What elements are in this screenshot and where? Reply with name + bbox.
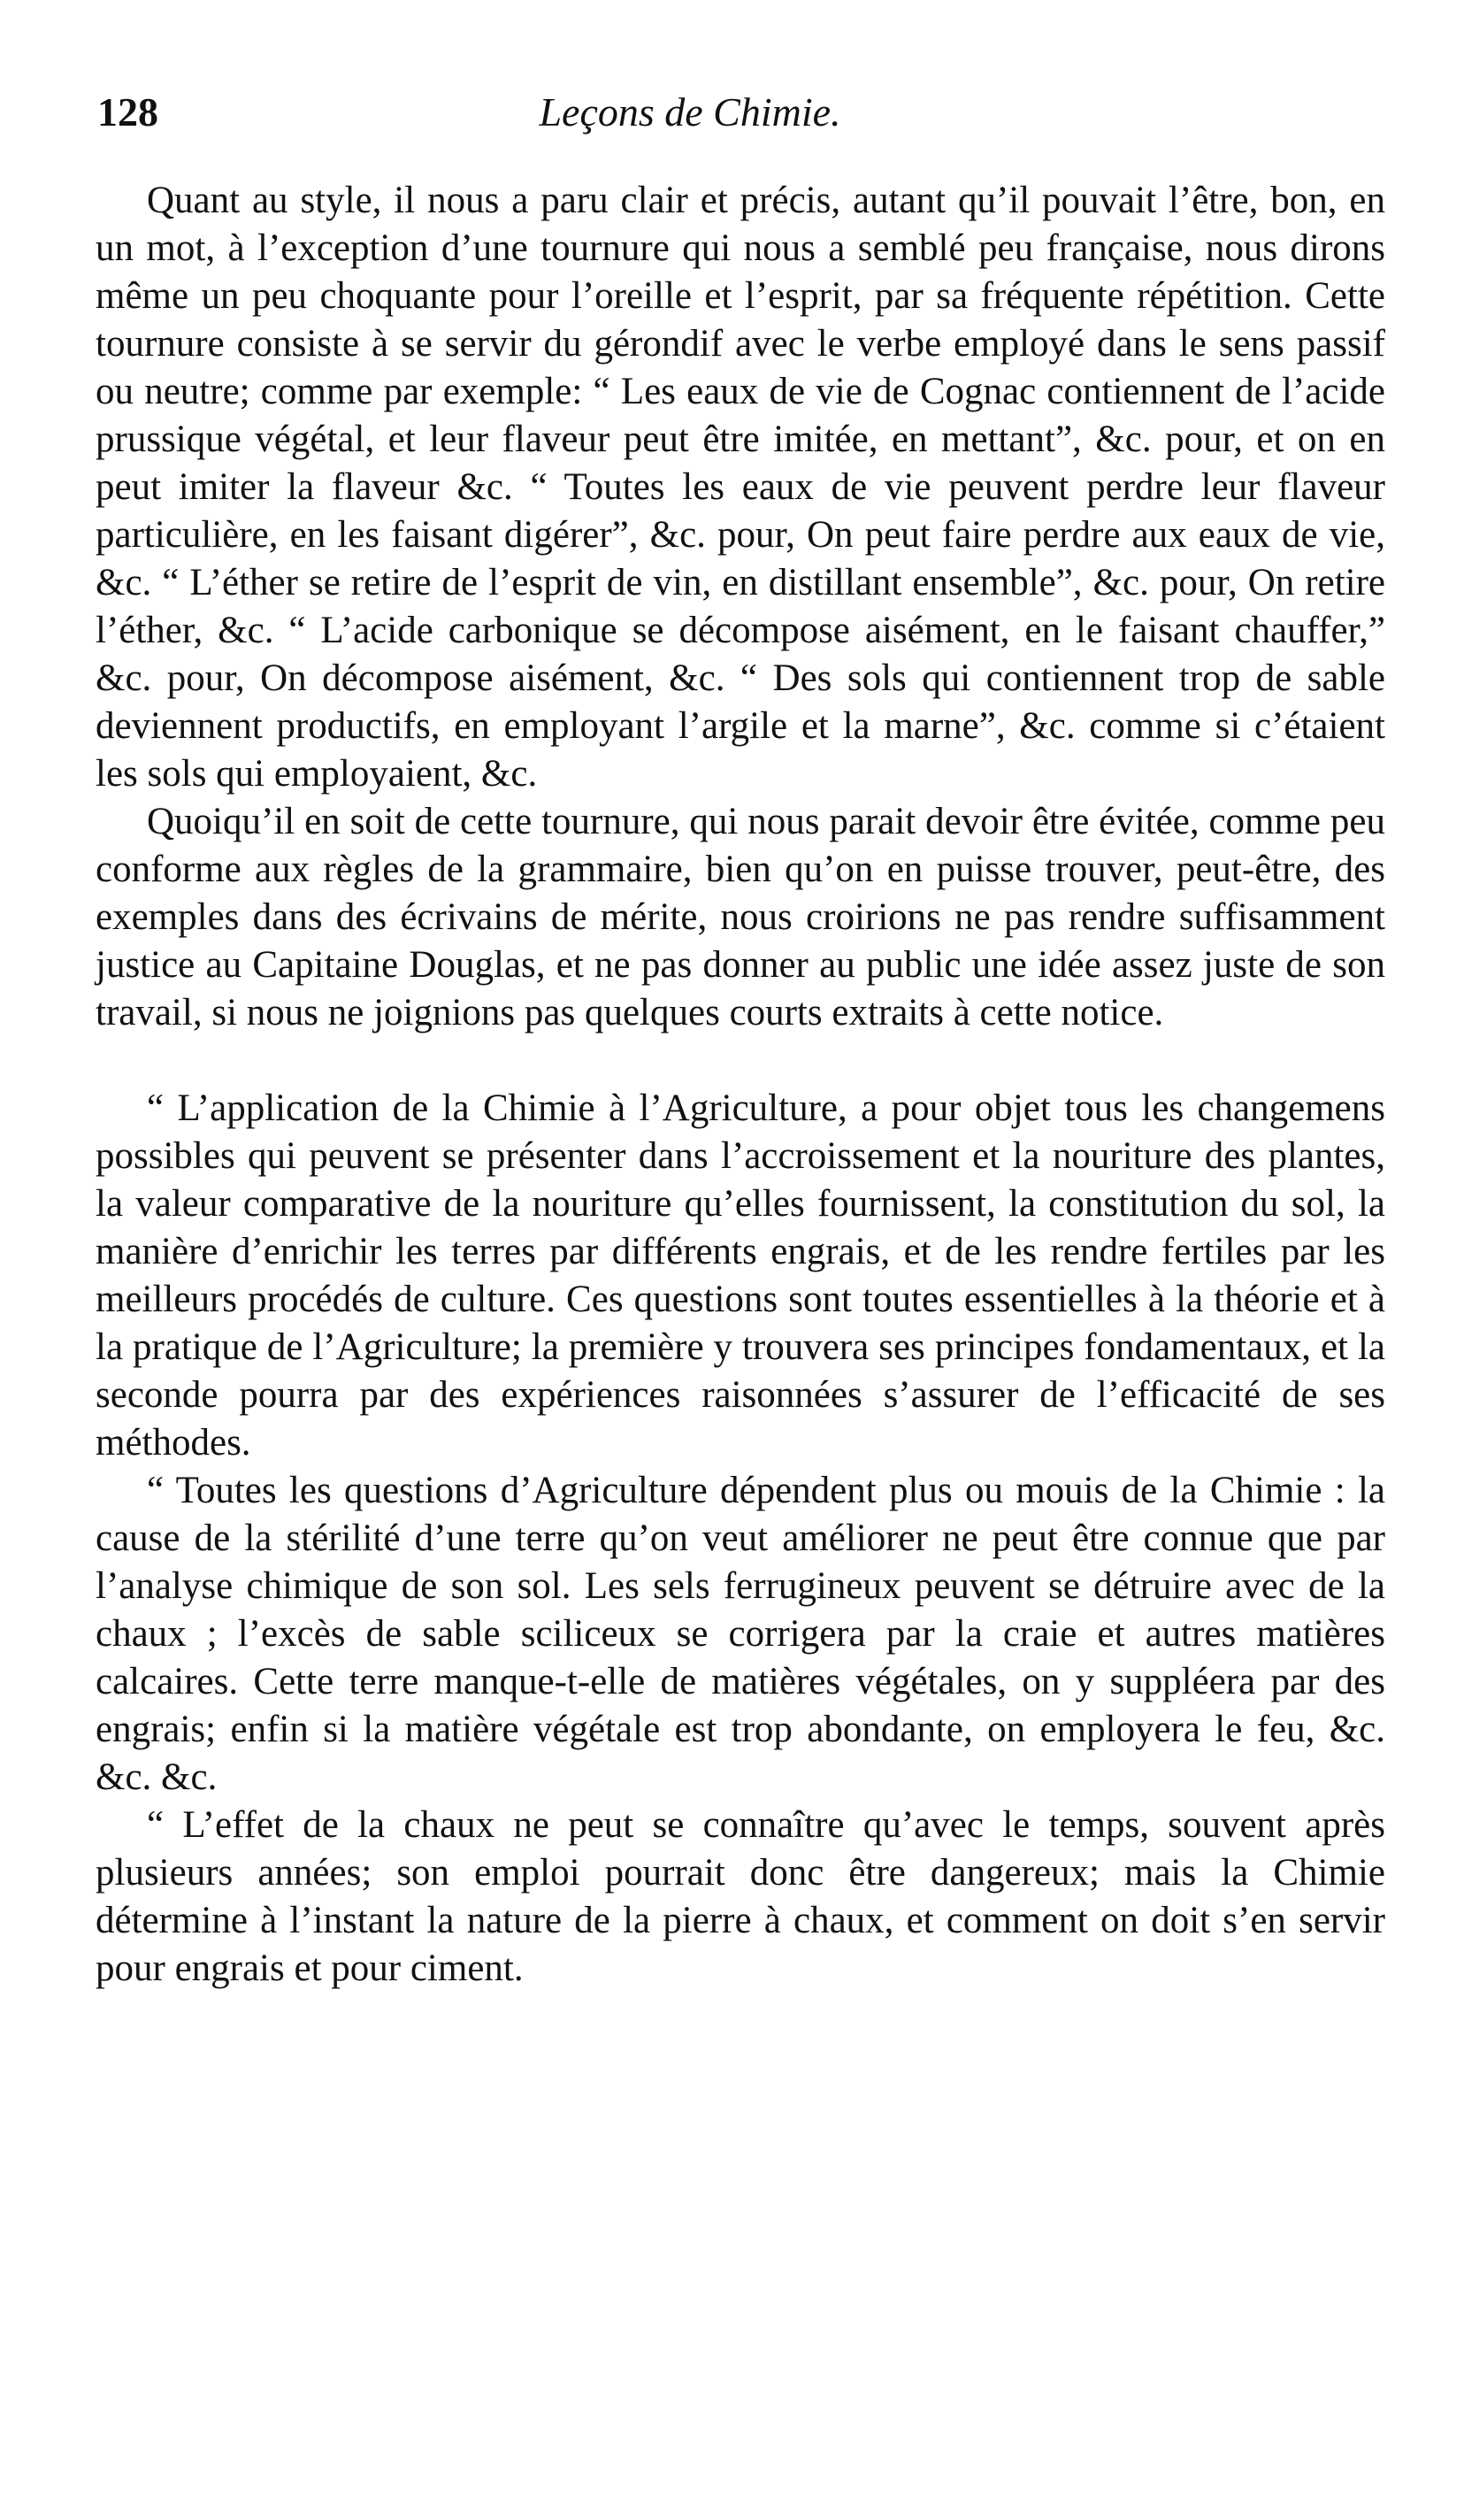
body-text <box>96 177 1385 1993</box>
paragraph-quote-chaux: “ L’effet de la chaux ne peut se connaître qu’avec le temps, souvent après plusieurs années; son emploi pourrait donc être dangereux; mais la Chimie détermine à l’instant la nature de la pierre à chaux, et comment on doit s’en servir pour engrais et pour ciment. <box>96 1804 1385 1989</box>
paragraph-quote-application: “ L’application de la Chimie à l’Agriculture, a pour objet tous les changemens possibles qui peuvent se présenter dans l’accroissement et la nouriture des plantes, la valeur comparative de la nouriture qu’elles fournissent, la constitution du sol, la manière d’enrichir les terres par différents engrais, et de les rendre fertiles par les meilleurs procédés de culture. Ces questions sont toutes essentielles à la théorie et à la pratique de l’Agriculture; la première y trouvera ses principes fondamentaux, et la seconde pourra par des expériences raisonnées s’assurer de l’efficacité de ses méthodes. <box>96 1087 1385 1464</box>
section-gap <box>96 1037 1385 1085</box>
paragraph-tournure-remarks: Quoiqu’il en soit de cette tournure, qui nous parait devoir être évitée, comme peu conforme aux règles de la grammaire, bien qu’on en puisse trouver, peut-être, des exemples dans des écrivains de mérite, nous croirions ne pas rendre suffisamment justice au Capitaine Douglas, et ne pas donner au public une idée assez juste de son travail, si nous ne joignions pas quelques courts extraits à cette notice. <box>96 801 1385 1033</box>
paragraph-style-critique: Quant au style, il nous a paru clair et précis, autant qu’il pouvait l’être, bon, en un mot, à l’exception d’une tournure qui nous a semblé peu française, nous dirons même un peu choquante pour l’oreille et l’esprit, par sa fréquente répétition. Cette tournure consiste à se servir du gérondif avec le verbe employé dans le sens passif ou neutre; comme par exemple: “ Les eaux de vie de Cognac contiennent de l’acide prussique végétal, et leur flaveur peut être imitée, en mettant”, &c. pour, et on en peut imiter la flaveur &c. “ Toutes les eaux de vie peuvent perdre leur flaveur particulière, en les faisant digérer”, &c. pour, On peut faire perdre aux eaux de vie, &c. “ L’éther se retire de l’esprit de vin, en distillant ensemble”, &c. pour, On retire l’éther, &c. “ L’acide carbonique se décompose aisément, en le faisant chauffer,” &c. pour, On décompose aisément, &c. “ Des sols qui contiennent trop de sable deviennent productifs, en employant l’argile et la marne”, &c. comme si c’étaient les sols qui employaient, &c. <box>96 180 1385 795</box>
running-head <box>97 81 1380 143</box>
running-title: Leçons de Chimie. <box>539 89 841 134</box>
paragraph-quote-agriculture: “ Toutes les questions d’Agriculture dépendent plus ou mouis de la Chimie : la cause de la stérilité d’une terre qu’on veut améliorer ne peut être connue que par l’analyse chimique de son sol. Les sels ferrugineux peuvent se détruire avec de la chaux ; l’excès de sable sciliceux se corrigera par la craie et autres matières calcaires. Cette terre manque-t-elle de matières végétales, on y suppléera par des engrais; enfin si la matière végétale est trop abondante, on employera le feu, &c. &c. &c. <box>96 1470 1385 1798</box>
page-number: 128 <box>97 89 158 134</box>
